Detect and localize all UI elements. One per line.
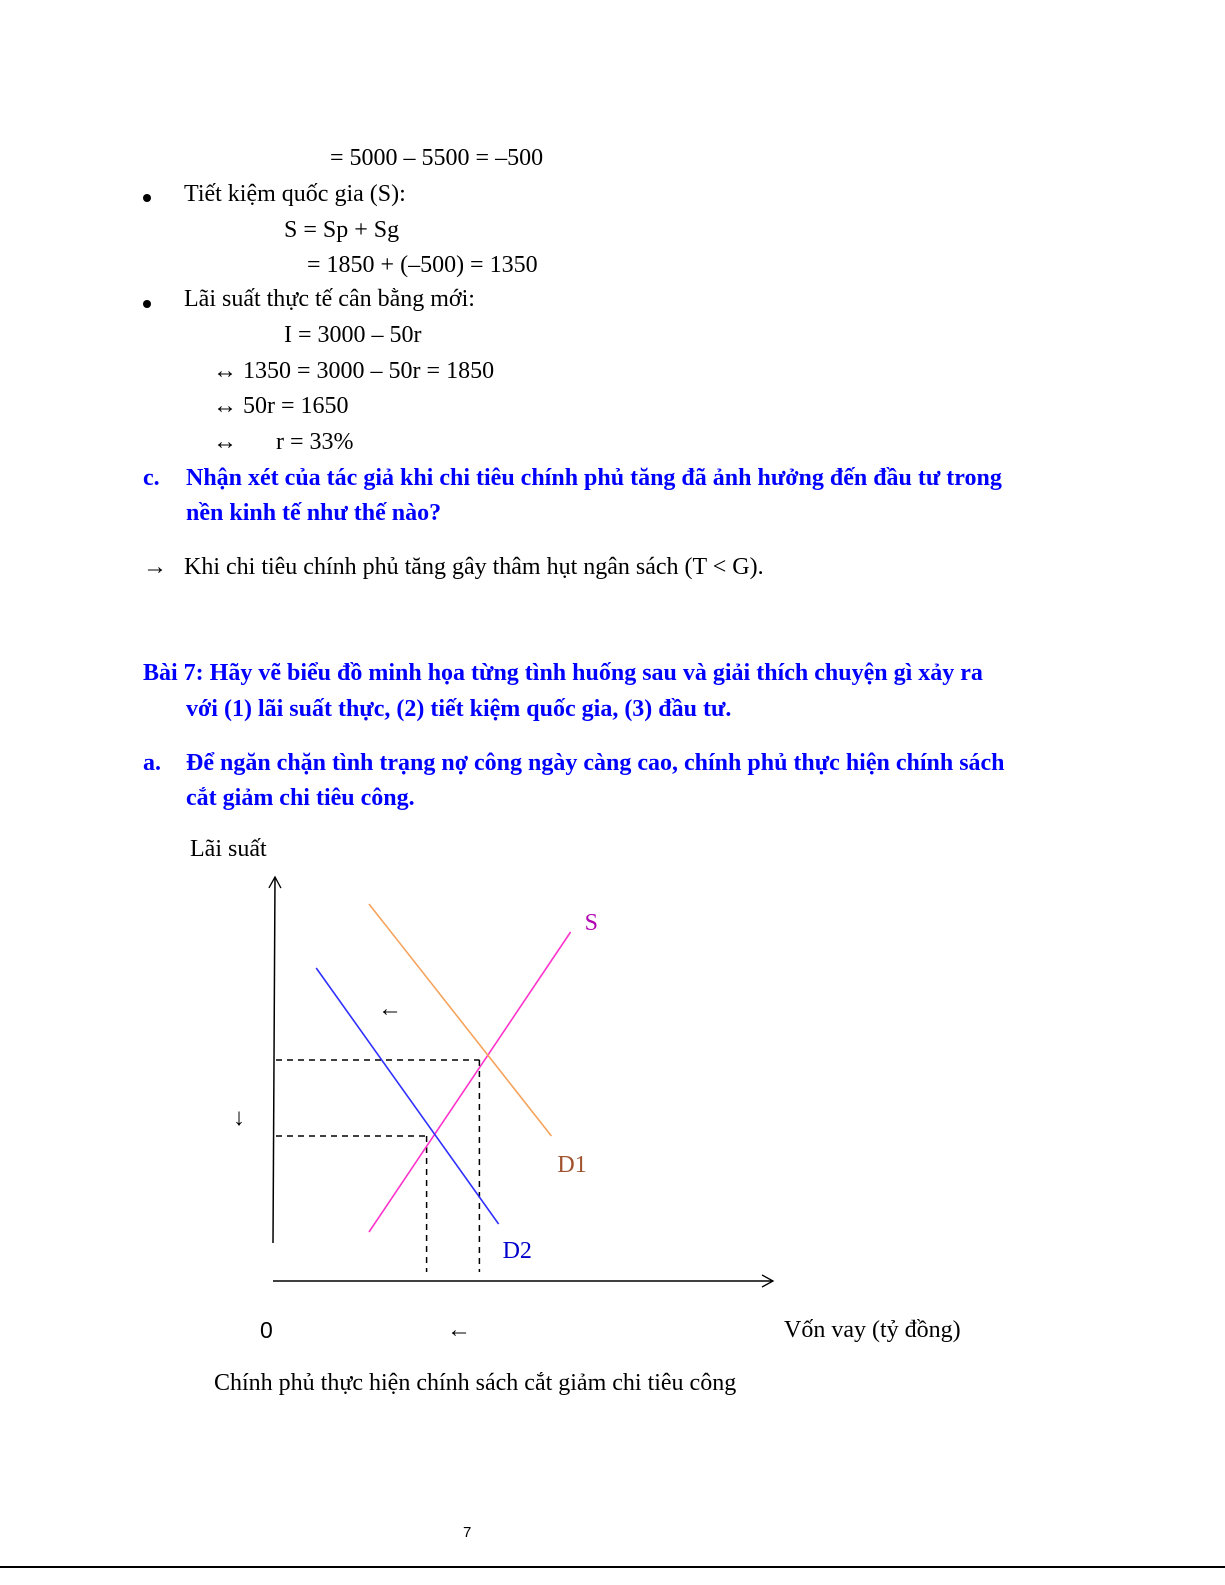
chart-ylabel: Lãi suất xyxy=(190,836,267,862)
calc-line: S = Sp + Sg xyxy=(284,217,400,243)
page-number: 7 xyxy=(463,1524,472,1541)
calc-line: I = 3000 – 50r xyxy=(284,322,422,348)
bai7-line1: Bài 7: Hãy vẽ biểu đồ minh họa từng tình huống sau và giải thích chuyện gì xảy ra xyxy=(143,660,983,686)
answer-c-text: Khi chi tiêu chính phủ tăng gây thâm hụt ngân sách (T < G). xyxy=(184,554,764,580)
interest-down-arrow-icon: ↓ xyxy=(233,1105,245,1131)
calc-line-arrow: ↔ xyxy=(213,429,237,455)
national-saving-heading: Tiết kiệm quốc gia (S): xyxy=(184,181,406,207)
question-a-line1: Để ngăn chặn tình trạng nợ công ngày càng cao, chính phủ thực hiện chính sách xyxy=(186,750,1005,776)
curve-label-d2: D2 xyxy=(502,1238,532,1264)
curve-d2 xyxy=(316,968,498,1224)
chart-caption: Chính phủ thực hiện chính sách cắt giảm chi tiêu công xyxy=(214,1370,737,1396)
calc-line: = 1850 + (–500) = 1350 xyxy=(307,252,538,278)
answer-arrow-icon: → xyxy=(143,554,167,580)
chart-origin-label: 0 xyxy=(260,1317,273,1343)
question-a-line2: cắt giảm chi tiêu công. xyxy=(186,785,415,811)
curves xyxy=(316,904,570,1232)
calc-line: ↔ 50r = 1650 xyxy=(213,393,349,419)
chart-xlabel: Vốn vay (tỷ đồng) xyxy=(784,1317,961,1343)
y-axis xyxy=(273,877,275,1243)
curve-s xyxy=(369,932,571,1232)
interest-rate-heading: Lãi suất thực tế cân bằng mới: xyxy=(184,286,475,312)
demand-shift-arrow-icon: ← xyxy=(378,996,402,1022)
bai7-line2: với (1) lãi suất thực, (2) tiết kiệm quốc gia, (3) đầu tư. xyxy=(186,696,732,722)
curve-label-s: S xyxy=(584,910,598,936)
calc-line: ↔ 1350 = 3000 – 50r = 1850 xyxy=(213,358,495,384)
bottom-rule xyxy=(0,1566,1225,1568)
question-a-label: a. xyxy=(143,750,161,776)
loan-shift-arrow-icon: ← xyxy=(447,1317,471,1343)
curve-label-d1: D1 xyxy=(557,1152,587,1178)
question-c-line1: Nhận xét của tác giả khi chi tiêu chính phủ tăng đã ảnh hưởng đến đầu tư trong xyxy=(186,465,1002,491)
equilibrium-guides xyxy=(276,1060,479,1272)
question-c-line2: nền kinh tế như thế nào? xyxy=(186,500,442,526)
calc-line: r = 33% xyxy=(276,429,354,455)
calc-line: = 5000 – 5500 = –500 xyxy=(330,145,544,171)
question-c-label: c. xyxy=(143,465,160,491)
